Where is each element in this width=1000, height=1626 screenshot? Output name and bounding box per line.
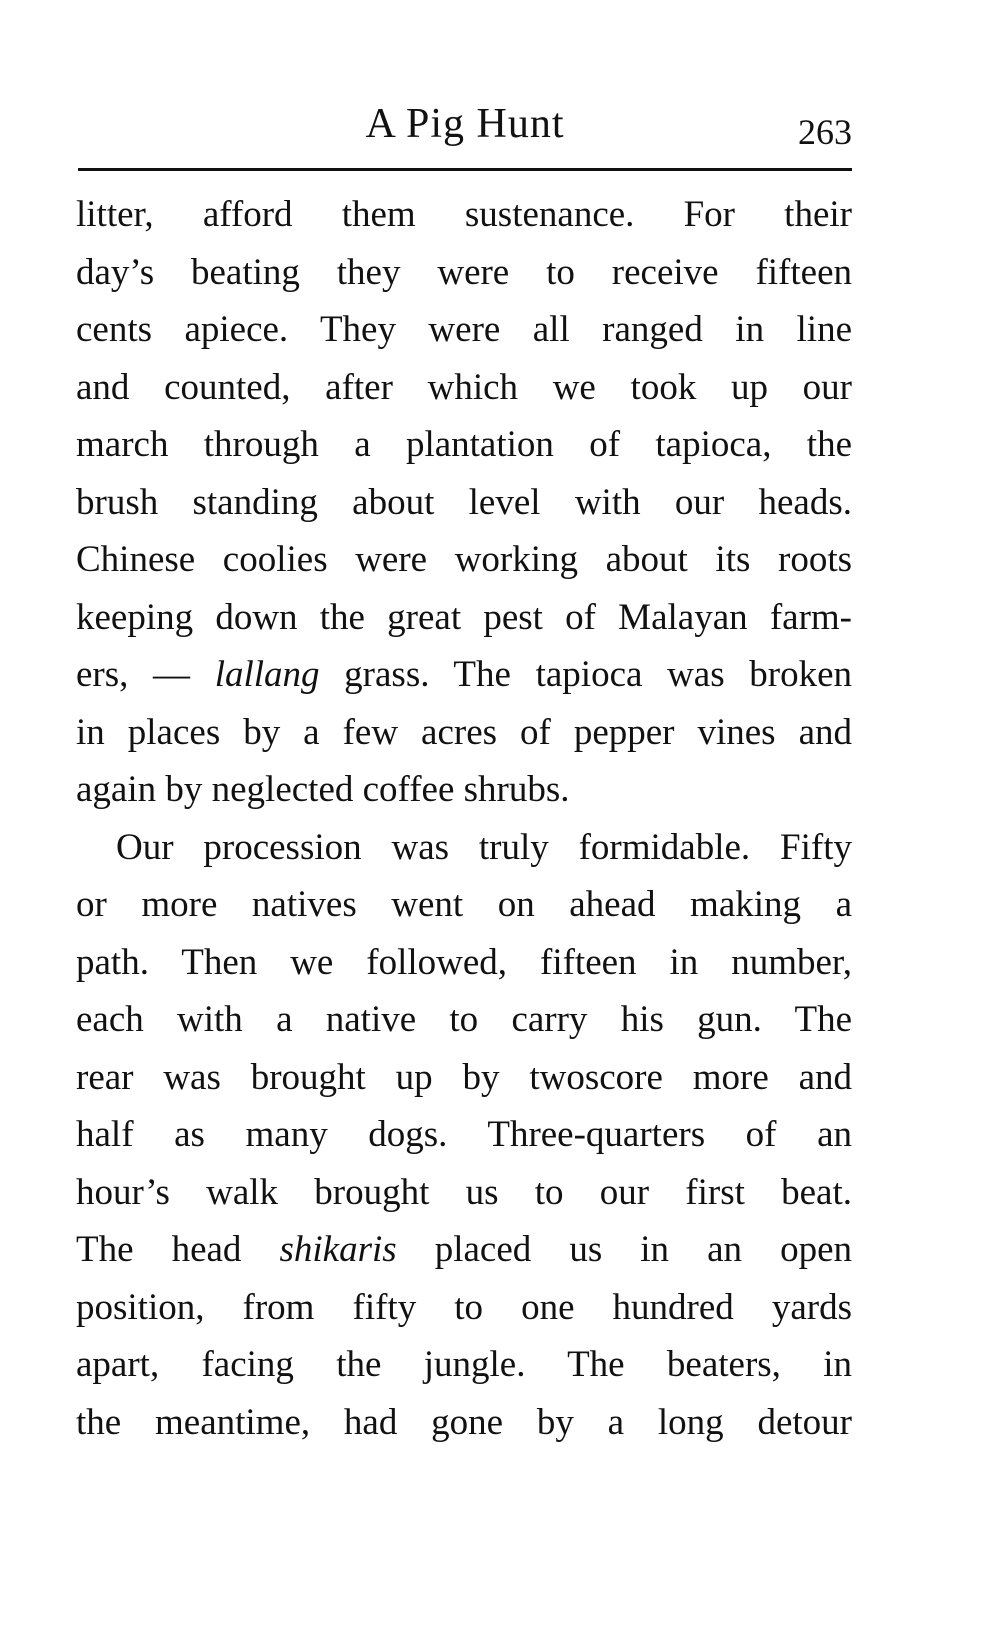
page-number: 263 xyxy=(798,112,852,152)
text-line: Chinese coolies were working about its roots xyxy=(76,539,852,580)
text-line: cents apiece. They were all ranged in line xyxy=(76,309,852,350)
italic-term: shikaris xyxy=(279,1229,397,1270)
text-line: and counted, after which we took up our xyxy=(76,366,852,408)
text-line: or more natives went on ahead making a xyxy=(76,884,852,925)
running-head-title: A Pig Hunt xyxy=(365,101,565,147)
text-line: the meantime, had gone by a long detour xyxy=(76,1401,852,1443)
running-head xyxy=(78,96,852,156)
text-line: litter, afford them sustenance. For their xyxy=(76,194,852,235)
text-line: in places by a few acres of pepper vines and xyxy=(76,711,852,753)
body-text xyxy=(76,186,852,1451)
text-line: The head shikaris placed us in an open xyxy=(76,1229,852,1270)
text-line: path. Then we followed, fifteen in number, xyxy=(76,941,852,983)
text-line: half as many dogs. Three-quarters of an xyxy=(76,1114,852,1155)
text-line: keeping down the great pest of Malayan farm- xyxy=(76,596,852,638)
header-rule xyxy=(78,168,852,171)
text-line: brush standing about level with our heads. xyxy=(76,481,852,523)
text-line: rear was brought up by twoscore more and xyxy=(76,1056,852,1098)
text-line: again by neglected coffee shrubs. xyxy=(76,769,570,810)
text-line: position, from fifty to one hundred yards xyxy=(76,1286,852,1328)
text-line: ers, — lallang grass. The tapioca was broken xyxy=(76,654,852,695)
text-line: apart, facing the jungle. The beaters, in xyxy=(76,1344,852,1385)
text-line: day’s beating they were to receive fifteen xyxy=(76,251,852,293)
text-line: each with a native to carry his gun. The xyxy=(76,999,852,1040)
text-line: hour’s walk brought us to our first beat. xyxy=(76,1171,852,1213)
text-line: Our procession was truly formidable. Fifty xyxy=(116,826,852,868)
italic-term: lallang xyxy=(214,654,320,695)
text-line: march through a plantation of tapioca, the xyxy=(76,424,852,465)
